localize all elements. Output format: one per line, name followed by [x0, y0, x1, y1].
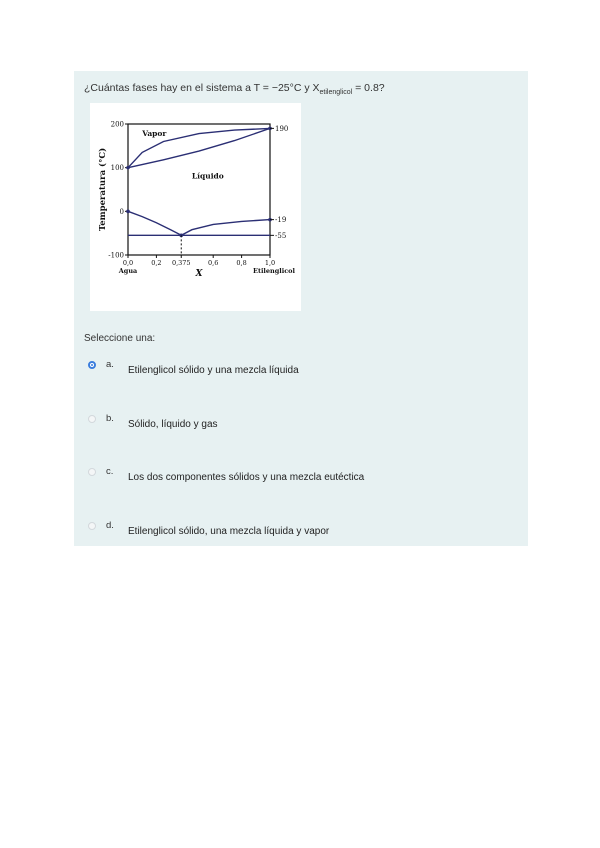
question-panel	[74, 71, 528, 546]
x-tick-label: 0,0	[122, 259, 134, 267]
option-c-radio[interactable]	[88, 468, 96, 476]
option-a[interactable]	[88, 359, 508, 379]
right-value-label: 190	[275, 124, 289, 133]
phase-diagram	[90, 103, 301, 311]
option-a-letter: a.	[106, 359, 114, 370]
curve-point	[126, 166, 130, 170]
right-value-label: -19	[275, 216, 287, 225]
curve-point	[126, 210, 130, 214]
option-b-radio[interactable]	[88, 415, 96, 423]
option-d-text: Etilenglicol sólido, una mezcla líquida y vapor	[128, 526, 330, 537]
select-label: Seleccione una:	[84, 333, 156, 344]
region-label-liquido: Líquido	[191, 171, 224, 181]
right-value-label: -55	[275, 231, 287, 240]
phase-diagram-chart	[90, 103, 301, 311]
x-tick-label: 0,375	[171, 259, 191, 267]
x-tick-label: 0,6	[208, 259, 219, 267]
option-d-letter: d.	[106, 520, 114, 531]
option-c[interactable]	[88, 466, 508, 486]
series-line-3	[128, 211, 181, 235]
y-axis-label: Temperatura (°C)	[98, 147, 108, 232]
option-d[interactable]	[88, 520, 508, 540]
option-b-text: Sólido, líquido y gas	[128, 419, 218, 430]
option-c-letter: c.	[106, 466, 114, 477]
x-tick-label: 0,2	[151, 259, 162, 267]
option-c-text: Los dos componentes sólidos y una mezcla eutéctica	[128, 472, 365, 483]
x-axis-label: X	[195, 269, 203, 279]
y-tick-label: 200	[110, 120, 124, 129]
x-end-label-left: Agua	[118, 267, 138, 275]
option-b[interactable]	[88, 413, 508, 433]
question-text: ¿Cuántas fases hay en el sistema a T = −25°C y $X_{etilenglicol} = 0.8$?	[84, 82, 385, 97]
y-tick-label: -100	[108, 251, 124, 260]
series-line-4	[181, 220, 270, 236]
x-tick-label: 0,8	[236, 259, 247, 267]
y-tick-label: 0	[119, 207, 124, 216]
y-tick-label: 100	[110, 164, 124, 173]
x-end-label-right: Etilenglicol	[252, 267, 296, 275]
option-a-text: Etilenglicol sólido y una mezcla líquida	[128, 365, 299, 376]
x-tick-label: 1,0	[264, 259, 276, 267]
option-b-letter: b.	[106, 413, 114, 424]
option-a-radio[interactable]	[88, 361, 96, 369]
region-label-vapor: Vapor	[142, 129, 167, 139]
option-d-radio[interactable]	[88, 522, 96, 530]
